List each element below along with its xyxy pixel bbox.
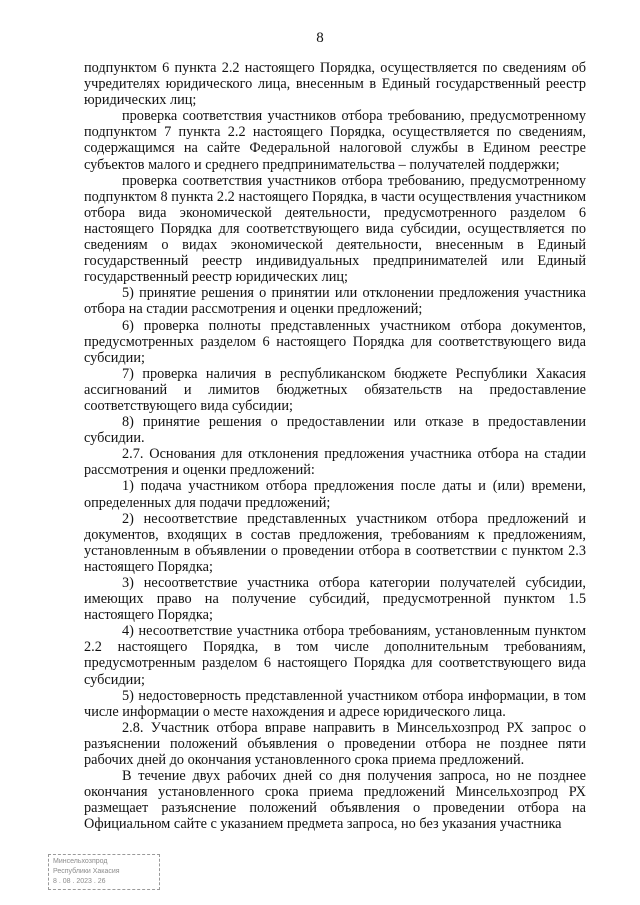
page-number: 8 bbox=[316, 30, 324, 46]
registration-stamp bbox=[48, 854, 160, 890]
paragraph-14: 2.8. Участник отбора вправе направить в Минсельхозпрод РХ запрос о разъяснении положений объявления о проведении отбора не позднее пяти рабочих дней до окончания установленного срока приема предложений. bbox=[84, 719, 586, 769]
paragraph-13: 5) недостоверность представленной участником отбора информации, в том числе информации о месте нахождения и адресе юридического лица. bbox=[84, 687, 586, 720]
stamp-line-1: Минсельхозпрод bbox=[53, 858, 108, 865]
stamp-line-3: 8 . 08 . 2023 . 26 bbox=[53, 878, 106, 885]
paragraph-4: 5) принятие решения о принятии или отклонении предложения участника отбора на стадии рассмотрения и оценки предложений; bbox=[84, 285, 586, 318]
paragraph-3: проверка соответствия участников отбора требованию, предусмотренному подпунктом 8 пункта 2.2 настоящего Порядка, в части осуществления участником отбора вида экономической деятельности, предусмотренного разделом 6 настоящего Порядка для соответствующего вида субсидии, осуществляется по сведениям о видах экономической деятельности, внесенным в Единый государственный реестр индивидуальных предпринимателей или Единый государственный реестр юридических лиц; bbox=[84, 172, 586, 286]
document-body bbox=[84, 60, 586, 833]
paragraph-15: В течение двух рабочих дней со дня получения запроса, но не позднее окончания установленного срока приема предложений Минсельхозпрод РХ размещает разъяснение положений объявления о проведении отбора на Официальном сайте с указанием предмета запроса, но без указания участника bbox=[84, 768, 586, 833]
paragraph-6: 7) проверка наличия в республиканском бюджете Республики Хакасия ассигнований и лимитов бюджетных обязательств на предоставление соответствующего вида субсидии; bbox=[84, 365, 586, 414]
paragraph-10: 2) несоответствие представленных участником отбора предложений и документов, входящих в состав предложения, требованиям к предложениям, установленным в объявлении о проведении отбора в соответствии с пунктом 2.3 настоящего Порядка; bbox=[84, 510, 586, 575]
paragraph-7: 8) принятие решения о предоставлении или отказе в предоставлении субсидии. bbox=[84, 414, 586, 447]
paragraph-8: 2.7. Основания для отклонения предложения участника отбора на стадии рассмотрения и оценки предложений: bbox=[84, 446, 586, 479]
stamp-line-2: Республики Хакасия bbox=[53, 868, 120, 875]
paragraph-5: 6) проверка полноты представленных участником отбора документов, предусмотренных разделом 6 настоящего Порядка для соответствующего вида субсидии; bbox=[84, 317, 586, 366]
paragraph-12: 4) несоответствие участника отбора требованиям, установленным пунктом 2.2 настоящего Порядка, в том числе дополнительным требованиям, предусмотренным разделом 6 настоящего Порядка для соответствующего вида субсидии; bbox=[84, 623, 586, 688]
paragraph-2: проверка соответствия участников отбора требованию, предусмотренному подпунктом 7 пункта 2.2 настоящего Порядка, осуществляется по сведениям, содержащимся на сайте Федеральной налоговой службы в Едином реестре субъектов малого и среднего предпринимательства – получателей поддержки; bbox=[84, 108, 586, 173]
paragraph-11: 3) несоответствие участника отбора категории получателей субсидии, имеющих право на получение субсидий, предусмотренной пунктом 1.5 настоящего Порядка; bbox=[84, 575, 586, 624]
paragraph-1: подпунктом 6 пункта 2.2 настоящего Порядка, осуществляется по сведениям об учредителях юридического лица, внесенным в Единый государственный реестр юридических лиц; bbox=[84, 60, 586, 109]
paragraph-9: 1) подача участником отбора предложения после даты и (или) времени, определенных для подачи предложений; bbox=[84, 478, 586, 511]
